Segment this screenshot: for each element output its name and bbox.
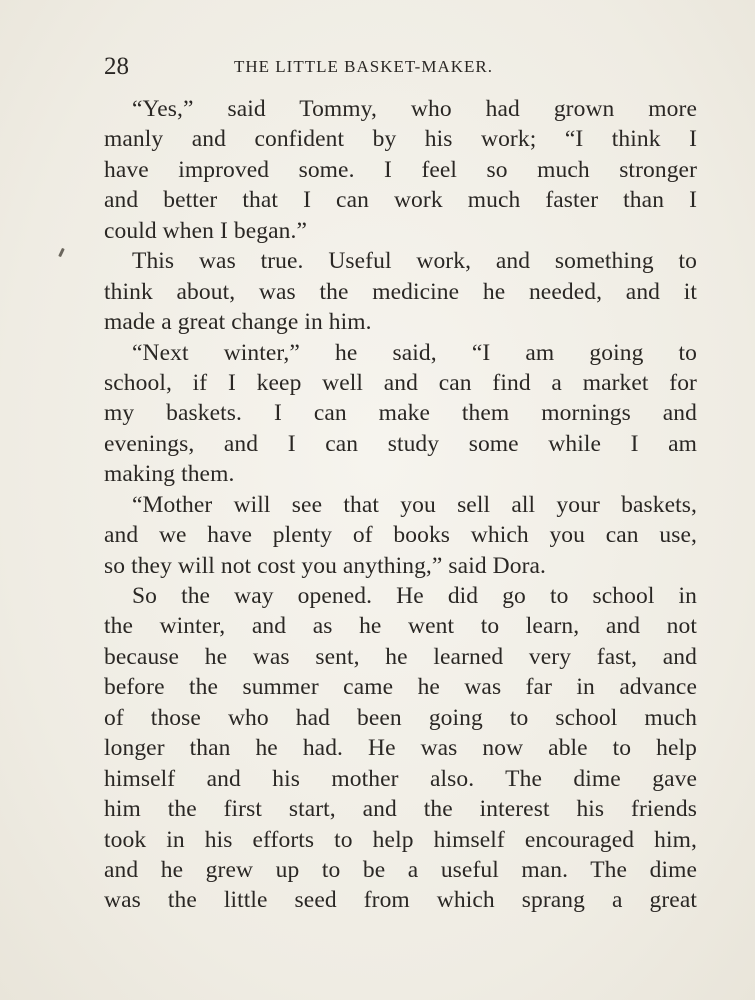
text-line: school, if I keep well and can find a market for — [104, 369, 697, 396]
stray-ink-mark — [58, 248, 65, 257]
text-line: “Mother will see that you sell all your baskets, — [132, 491, 697, 518]
text-line: before the summer came he was far in advance — [104, 674, 697, 701]
text-line: So the way opened. He did go to school in — [132, 583, 697, 609]
text-line: have improved some. I feel so much stronger — [104, 156, 697, 183]
text-line: and we have plenty of books which you can use, — [104, 522, 697, 549]
text-line: him the first start, and the interest his friends — [104, 796, 697, 823]
body-text — [104, 94, 697, 916]
text-line: took in his efforts to help himself encouraged him, — [104, 826, 697, 853]
text-line: himself and his mother also. The dime gave — [104, 765, 697, 792]
text-line: think about, was the medicine he needed, and it — [104, 278, 697, 305]
text-line: manly and confident by his work; “I think I — [104, 126, 697, 153]
text-line: and he grew up to be a useful man. The dime — [104, 856, 697, 883]
text-line: so they will not cost you anything,” said Dora. — [104, 552, 546, 579]
text-line: because he was sent, he learned very fast, and — [104, 643, 697, 670]
text-line: of those who had been going to school much — [104, 704, 697, 731]
text-line: making them. — [104, 461, 235, 488]
page-header — [104, 52, 699, 82]
text-line: and better that I can work much faster than I — [104, 187, 697, 214]
text-line: could when I began.” — [104, 217, 307, 244]
text-line: This was true. Useful work, and something to — [132, 248, 697, 275]
text-line: was the little seed from which sprang a great — [104, 887, 697, 914]
page-number: 28 — [104, 53, 129, 80]
running-head: THE LITTLE BASKET-MAKER. — [234, 57, 493, 76]
text-line: the winter, and as he went to learn, and not — [104, 613, 697, 640]
text-line: “Yes,” said Tommy, who had grown more — [132, 96, 697, 122]
text-line: evenings, and I can study some while I am — [104, 430, 697, 457]
text-line: “Next winter,” he said, “I am going to — [132, 339, 697, 366]
text-line: my baskets. I can make them mornings and — [104, 400, 697, 427]
text-line: made a great change in him. — [104, 309, 372, 336]
text-line: longer than he had. He was now able to help — [104, 735, 697, 762]
